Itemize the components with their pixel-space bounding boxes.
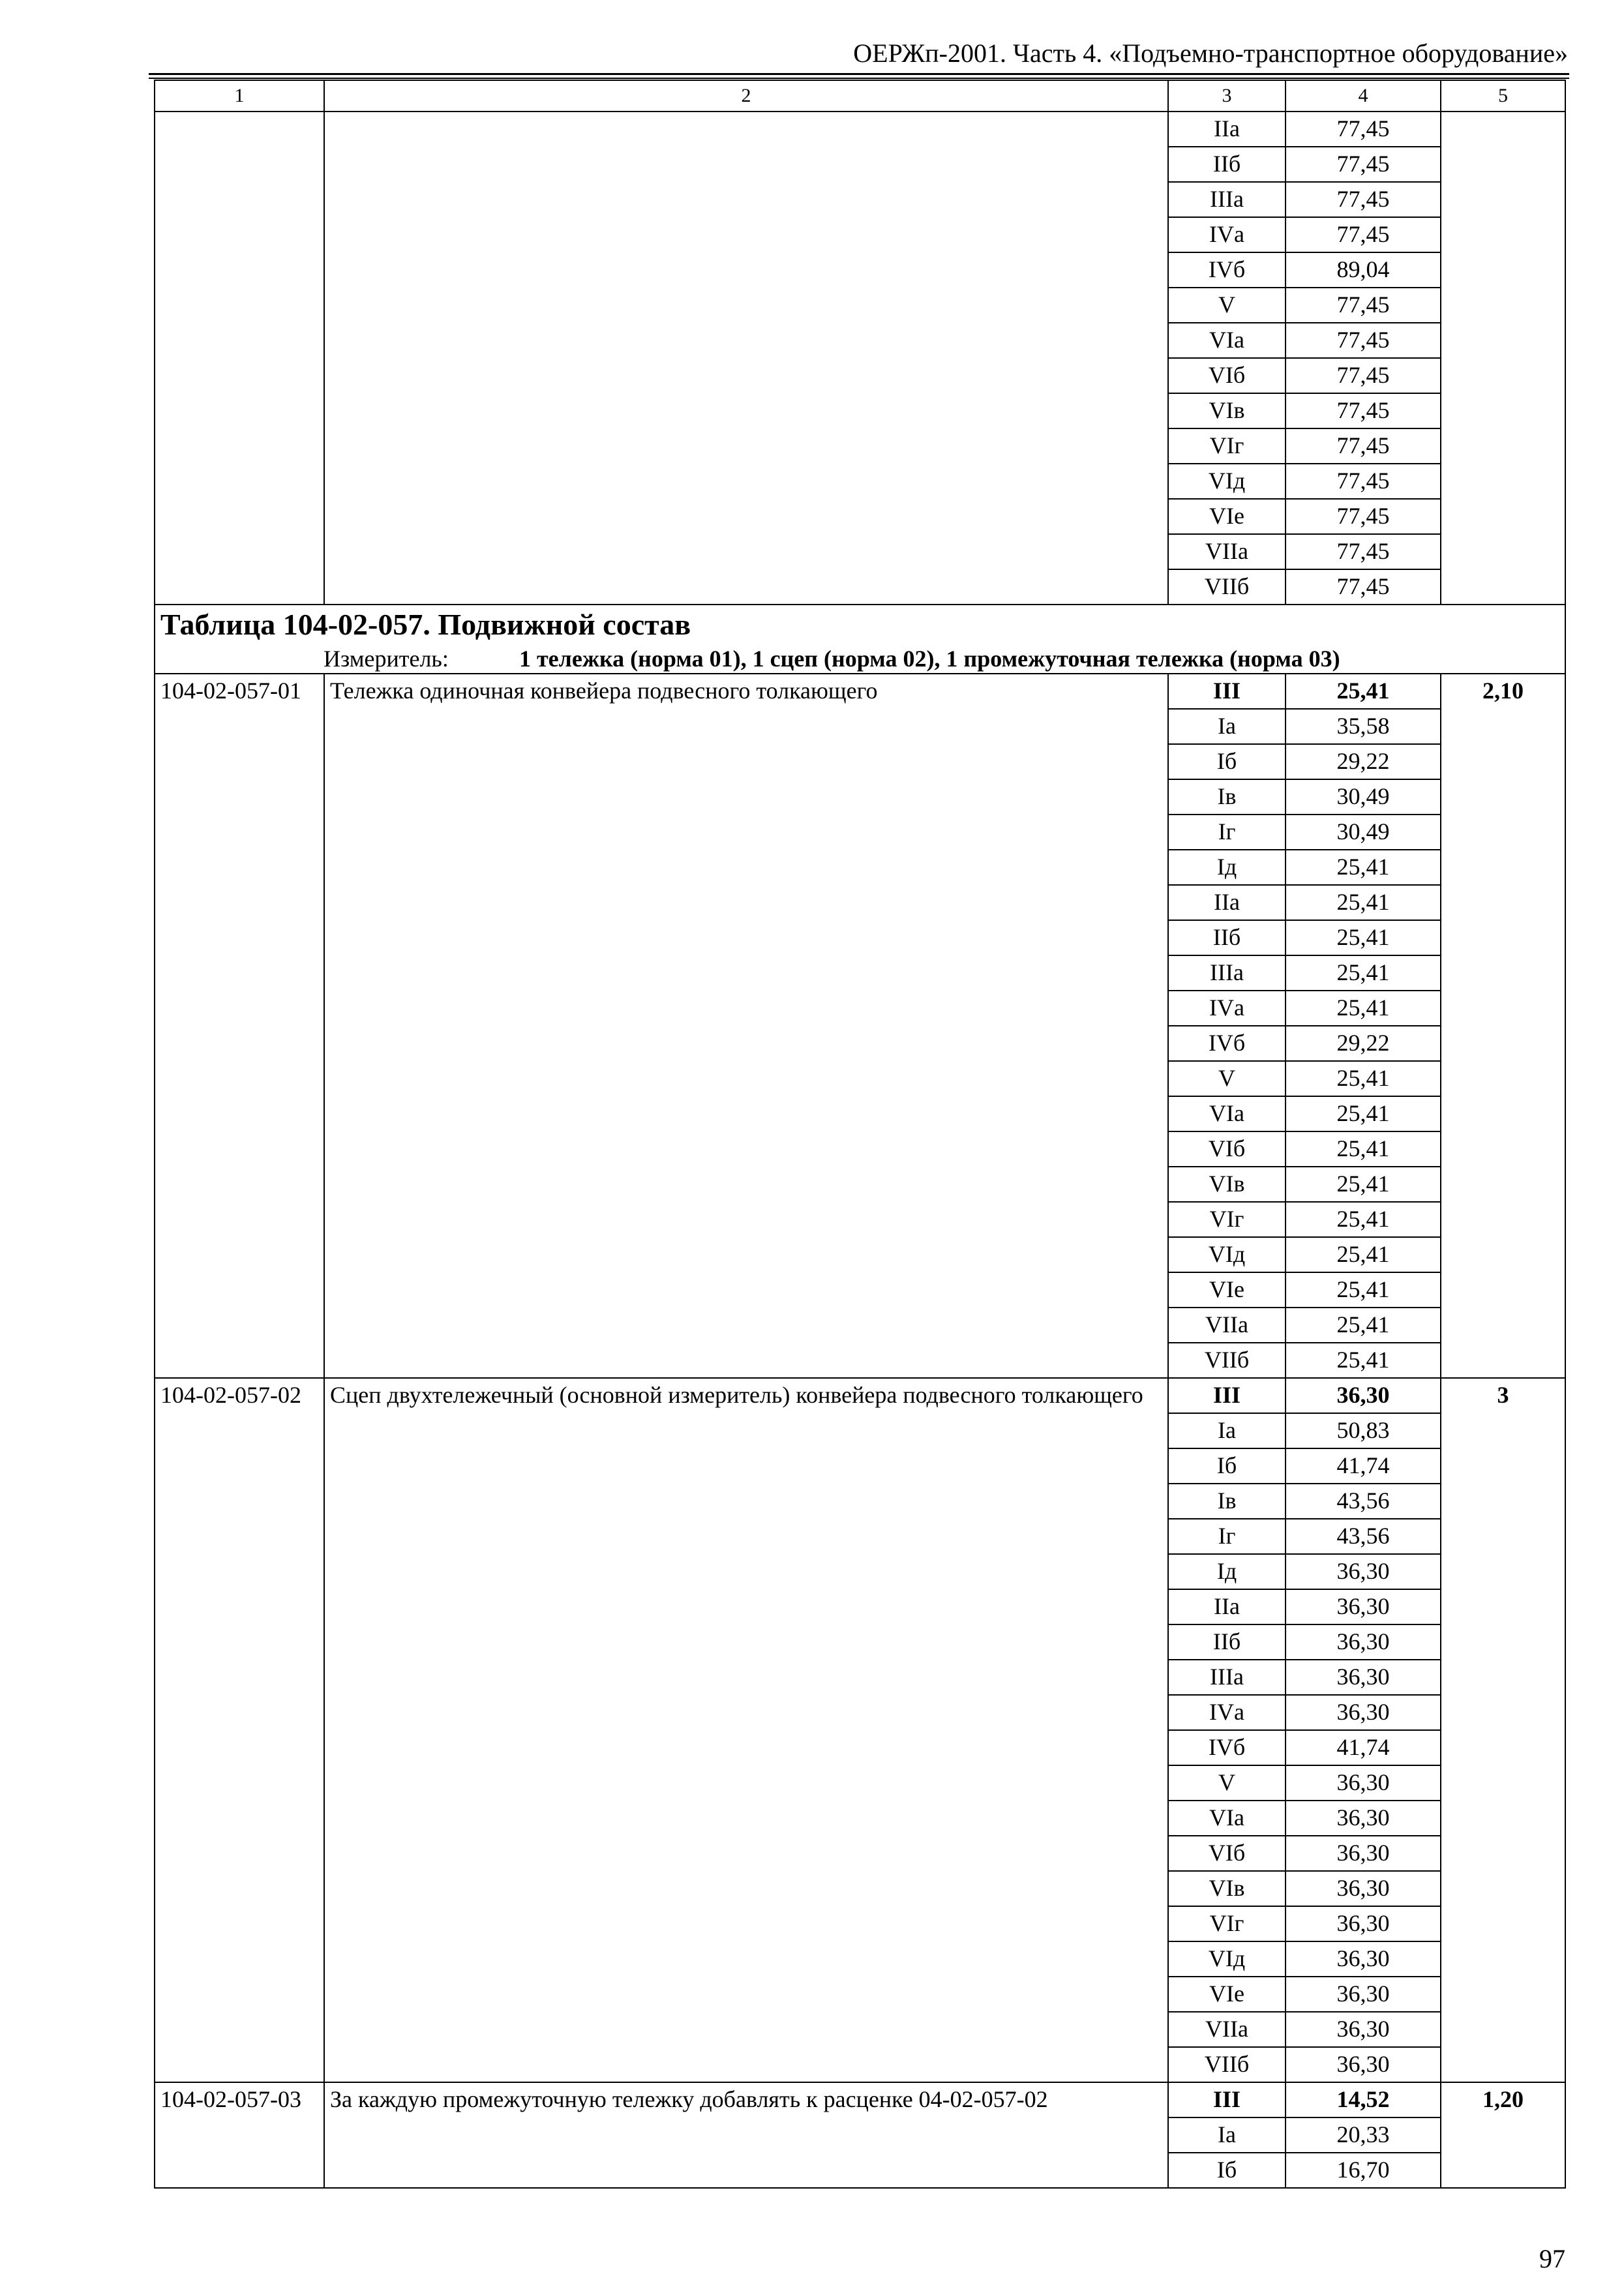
value-cell: 36,30 bbox=[1286, 1660, 1441, 1695]
value-cell: 25,41 bbox=[1286, 1343, 1441, 1378]
rate-description: Тележка одиночная конвейера подвесного толкающего bbox=[324, 674, 1168, 1378]
zone-cell: VIд bbox=[1168, 1941, 1286, 1977]
zone-cell: Iб bbox=[1168, 2153, 1286, 2188]
zone-cell: VIе bbox=[1168, 1977, 1286, 2012]
zone-cell: IVа bbox=[1168, 991, 1286, 1026]
value-cell: 36,30 bbox=[1286, 1941, 1441, 1977]
extra-cell bbox=[1441, 112, 1565, 605]
zone-cell: IIб bbox=[1168, 1624, 1286, 1660]
zone-cell: V bbox=[1168, 1061, 1286, 1096]
value-cell: 25,41 bbox=[1286, 1096, 1441, 1131]
table-row bbox=[155, 1378, 1565, 1413]
zone-cell: Iб bbox=[1168, 744, 1286, 779]
value-cell: 43,56 bbox=[1286, 1519, 1441, 1554]
value-cell: 35,58 bbox=[1286, 709, 1441, 744]
section-header-cell bbox=[155, 605, 1565, 674]
zone-cell: VIб bbox=[1168, 1131, 1286, 1167]
zone-cell: VIд bbox=[1168, 464, 1286, 499]
zone-cell: Iд bbox=[1168, 850, 1286, 885]
column-number-4: 4 bbox=[1286, 80, 1441, 112]
value-cell: 25,41 bbox=[1286, 850, 1441, 885]
measure-line bbox=[160, 644, 1559, 673]
value-cell: 36,30 bbox=[1286, 1977, 1441, 2012]
zone-cell: VIIб bbox=[1168, 1343, 1286, 1378]
value-cell: 25,41 bbox=[1286, 1308, 1441, 1343]
zone-cell: IVа bbox=[1168, 1695, 1286, 1730]
zone-cell: IVб bbox=[1168, 1730, 1286, 1765]
description-cell bbox=[324, 112, 1168, 605]
zone-cell: V bbox=[1168, 1765, 1286, 1801]
zone-cell: III bbox=[1168, 674, 1286, 709]
zone-cell: IVа bbox=[1168, 217, 1286, 252]
column-number-2: 2 bbox=[324, 80, 1168, 112]
value-cell: 20,33 bbox=[1286, 2117, 1441, 2153]
column-number-1: 1 bbox=[155, 80, 324, 112]
value-cell: 77,45 bbox=[1286, 428, 1441, 464]
zone-cell: VIд bbox=[1168, 1237, 1286, 1272]
header-rule-thin bbox=[149, 78, 1569, 79]
zone-cell: Iг bbox=[1168, 815, 1286, 850]
zone-cell: VIв bbox=[1168, 1871, 1286, 1906]
value-cell: 77,45 bbox=[1286, 499, 1441, 534]
value-cell: 36,30 bbox=[1286, 1378, 1441, 1413]
value-cell: 77,45 bbox=[1286, 534, 1441, 569]
zone-cell: VIIб bbox=[1168, 569, 1286, 605]
value-cell: 36,30 bbox=[1286, 2047, 1441, 2082]
value-cell: 43,56 bbox=[1286, 1484, 1441, 1519]
zone-cell: Iг bbox=[1168, 1519, 1286, 1554]
zone-cell: VIа bbox=[1168, 323, 1286, 358]
zone-cell: VIг bbox=[1168, 1906, 1286, 1941]
value-cell: 77,45 bbox=[1286, 288, 1441, 323]
value-cell: 36,30 bbox=[1286, 1554, 1441, 1589]
zone-cell: VIв bbox=[1168, 1167, 1286, 1202]
rate-extra-value: 2,10 bbox=[1441, 674, 1565, 1378]
value-cell: 25,41 bbox=[1286, 1167, 1441, 1202]
value-cell: 77,45 bbox=[1286, 112, 1441, 147]
column-number-5: 5 bbox=[1441, 80, 1565, 112]
value-cell: 25,41 bbox=[1286, 991, 1441, 1026]
value-cell: 25,41 bbox=[1286, 885, 1441, 920]
zone-cell: IIа bbox=[1168, 112, 1286, 147]
zone-cell: VIа bbox=[1168, 1096, 1286, 1131]
value-cell: 36,30 bbox=[1286, 1906, 1441, 1941]
table-row bbox=[155, 2082, 1565, 2117]
column-number-3: 3 bbox=[1168, 80, 1286, 112]
zone-cell: IIIа bbox=[1168, 182, 1286, 217]
zone-cell: IIб bbox=[1168, 147, 1286, 182]
zone-cell: VIIа bbox=[1168, 534, 1286, 569]
value-cell: 36,30 bbox=[1286, 1801, 1441, 1836]
zone-cell: Iб bbox=[1168, 1448, 1286, 1484]
value-cell: 77,45 bbox=[1286, 182, 1441, 217]
zone-cell: IIIа bbox=[1168, 1660, 1286, 1695]
value-cell: 29,22 bbox=[1286, 1026, 1441, 1061]
zone-cell: VIв bbox=[1168, 393, 1286, 428]
value-cell: 41,74 bbox=[1286, 1730, 1441, 1765]
value-cell: 25,41 bbox=[1286, 1202, 1441, 1237]
value-cell: 41,74 bbox=[1286, 1448, 1441, 1484]
measure-value: 1 тележка (норма 01), 1 сцеп (норма 02), 1 промежуточная тележка (норма 03) bbox=[519, 646, 1340, 672]
rates-table-container bbox=[154, 80, 1565, 2189]
value-cell: 77,45 bbox=[1286, 358, 1441, 393]
zone-cell: Iв bbox=[1168, 779, 1286, 815]
value-cell: 30,49 bbox=[1286, 779, 1441, 815]
table-row bbox=[155, 674, 1565, 709]
value-cell: 36,30 bbox=[1286, 1624, 1441, 1660]
value-cell: 77,45 bbox=[1286, 393, 1441, 428]
rates-table-body bbox=[155, 80, 1565, 2188]
value-cell: 36,30 bbox=[1286, 2012, 1441, 2047]
rate-description: Сцеп двухтележечный (основной измеритель) конвейера подвесного толкающего bbox=[324, 1378, 1168, 2082]
page-number: 97 bbox=[1539, 2244, 1565, 2273]
rate-code: 104-02-057-01 bbox=[155, 674, 324, 1378]
value-cell: 36,30 bbox=[1286, 1836, 1441, 1871]
value-cell: 36,30 bbox=[1286, 1871, 1441, 1906]
table-row bbox=[155, 112, 1565, 147]
zone-cell: Iа bbox=[1168, 1413, 1286, 1448]
code-cell bbox=[155, 112, 324, 605]
value-cell: 77,45 bbox=[1286, 217, 1441, 252]
rate-extra-value: 3 bbox=[1441, 1378, 1565, 2082]
zone-cell: VIе bbox=[1168, 1272, 1286, 1308]
rate-code: 104-02-057-02 bbox=[155, 1378, 324, 2082]
zone-cell: VIе bbox=[1168, 499, 1286, 534]
value-cell: 25,41 bbox=[1286, 955, 1441, 991]
zone-cell: VIг bbox=[1168, 428, 1286, 464]
value-cell: 36,30 bbox=[1286, 1765, 1441, 1801]
value-cell: 77,45 bbox=[1286, 464, 1441, 499]
value-cell: 29,22 bbox=[1286, 744, 1441, 779]
value-cell: 89,04 bbox=[1286, 252, 1441, 288]
value-cell: 36,30 bbox=[1286, 1589, 1441, 1624]
zone-cell: VIIб bbox=[1168, 2047, 1286, 2082]
value-cell: 25,41 bbox=[1286, 1272, 1441, 1308]
zone-cell: VIб bbox=[1168, 358, 1286, 393]
zone-cell: IIа bbox=[1168, 1589, 1286, 1624]
zone-cell: Iа bbox=[1168, 709, 1286, 744]
zone-cell: IVб bbox=[1168, 252, 1286, 288]
section-title: Таблица 104-02-057. Подвижной состав bbox=[160, 608, 691, 641]
column-number-row bbox=[155, 80, 1565, 112]
zone-cell: VIа bbox=[1168, 1801, 1286, 1836]
value-cell: 77,45 bbox=[1286, 147, 1441, 182]
value-cell: 16,70 bbox=[1286, 2153, 1441, 2188]
zone-cell: IVб bbox=[1168, 1026, 1286, 1061]
rate-code: 104-02-057-03 bbox=[155, 2082, 324, 2188]
zone-cell: IIб bbox=[1168, 920, 1286, 955]
header-rule bbox=[149, 73, 1569, 75]
rates-table bbox=[154, 80, 1566, 2189]
measure-label: Измеритель: bbox=[323, 646, 449, 672]
zone-cell: V bbox=[1168, 288, 1286, 323]
zone-cell: Iд bbox=[1168, 1554, 1286, 1589]
zone-cell: VIIа bbox=[1168, 1308, 1286, 1343]
value-cell: 25,41 bbox=[1286, 1131, 1441, 1167]
rate-description: За каждую промежуточную тележку добавлять к расценке 04-02-057-02 bbox=[324, 2082, 1168, 2188]
zone-cell: III bbox=[1168, 2082, 1286, 2117]
value-cell: 25,41 bbox=[1286, 1237, 1441, 1272]
value-cell: 36,30 bbox=[1286, 1695, 1441, 1730]
value-cell: 25,41 bbox=[1286, 674, 1441, 709]
zone-cell: Iа bbox=[1168, 2117, 1286, 2153]
value-cell: 30,49 bbox=[1286, 815, 1441, 850]
zone-cell: IIIа bbox=[1168, 955, 1286, 991]
value-cell: 14,52 bbox=[1286, 2082, 1441, 2117]
zone-cell: III bbox=[1168, 1378, 1286, 1413]
section-header-row bbox=[155, 605, 1565, 674]
zone-cell: Iв bbox=[1168, 1484, 1286, 1519]
zone-cell: VIг bbox=[1168, 1202, 1286, 1237]
value-cell: 25,41 bbox=[1286, 920, 1441, 955]
zone-cell: VIIа bbox=[1168, 2012, 1286, 2047]
value-cell: 77,45 bbox=[1286, 323, 1441, 358]
value-cell: 77,45 bbox=[1286, 569, 1441, 605]
zone-cell: VIб bbox=[1168, 1836, 1286, 1871]
value-cell: 50,83 bbox=[1286, 1413, 1441, 1448]
rate-extra-value: 1,20 bbox=[1441, 2082, 1565, 2188]
running-header: ОЕРЖп-2001. Часть 4. «Подъемно-транспортное оборудование» bbox=[853, 38, 1568, 68]
zone-cell: IIа bbox=[1168, 885, 1286, 920]
value-cell: 25,41 bbox=[1286, 1061, 1441, 1096]
